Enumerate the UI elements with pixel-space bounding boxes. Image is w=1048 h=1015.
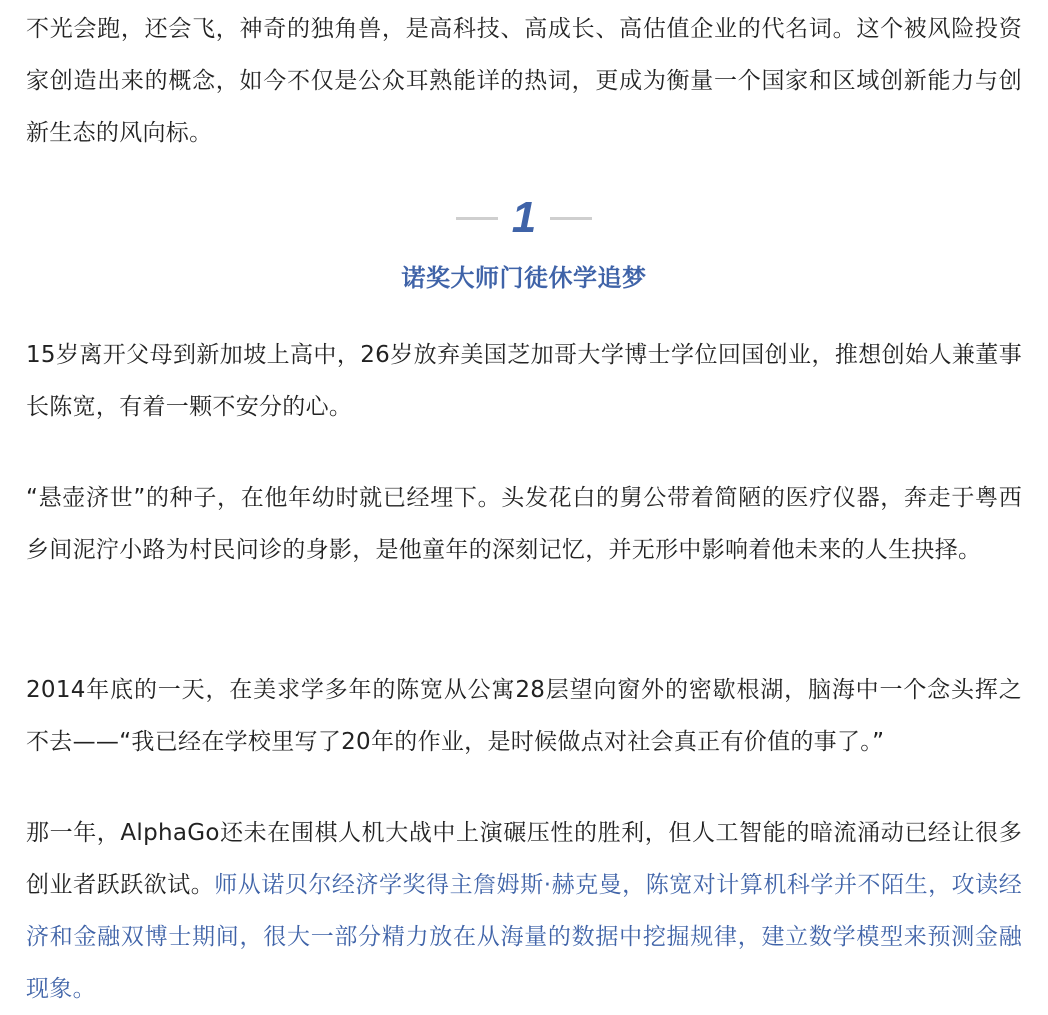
paragraph-decision: 2014年底的一天，在美求学多年的陈宽从公寓28层望向窗外的密歇根湖，脑海中一个念头挥之不去——“我已经在学校里写了20年的作业，是时候做点对社会真正有价值的事了。” [26,677,1022,755]
paragraph-childhood: “悬壶济世”的种子，在他年幼时就已经埋下。头发花白的舅公带着简陋的医疗仪器，奔走于粤西乡间泥泞小路为村民问诊的身影，是他童年的深刻记忆，并无形中影响着他未来的人生抉择。 [26,485,1022,563]
intro-paragraph: 不光会跑，还会飞，神奇的独角兽，是高科技、高成长、高估值企业的代名词。这个被风险投资家创造出来的概念，如今不仅是公众耳熟能详的热词，更成为衡量一个国家和区域创新能力与创新生态的风向标。 [26,16,1022,146]
section-number: 1 [511,193,537,242]
paragraph-ai-highlight-text: 师从诺贝尔经济学奖得主詹姆斯·赫克曼，陈宽对计算机科学并不陌生，攻读经济和金融双博士期间，很大一部分精力放在从海量的数据中挖掘规律，建立数学模型来预测金融现象。 [26,872,1022,1002]
section-number-row [26,192,1022,244]
section-title: 诺奖大师门徒休学追梦 [401,264,647,292]
right-divider [550,217,592,220]
left-divider [456,217,498,220]
section-heading [26,192,1022,312]
paragraph-background: 15岁离开父母到新加坡上高中，26岁放弃美国芝加哥大学博士学位回国创业，推想创始人兼董事长陈宽，有着一颗不安分的心。 [26,342,1022,420]
paragraph-ai [26,807,1022,1015]
paragraph-ai-plain-text: 那一年，AlphaGo还未在围棋人机大战中上演碾压性的胜利，但人工智能的暗流涌动已经让很多创业者跃跃欲试。 [26,820,1022,898]
